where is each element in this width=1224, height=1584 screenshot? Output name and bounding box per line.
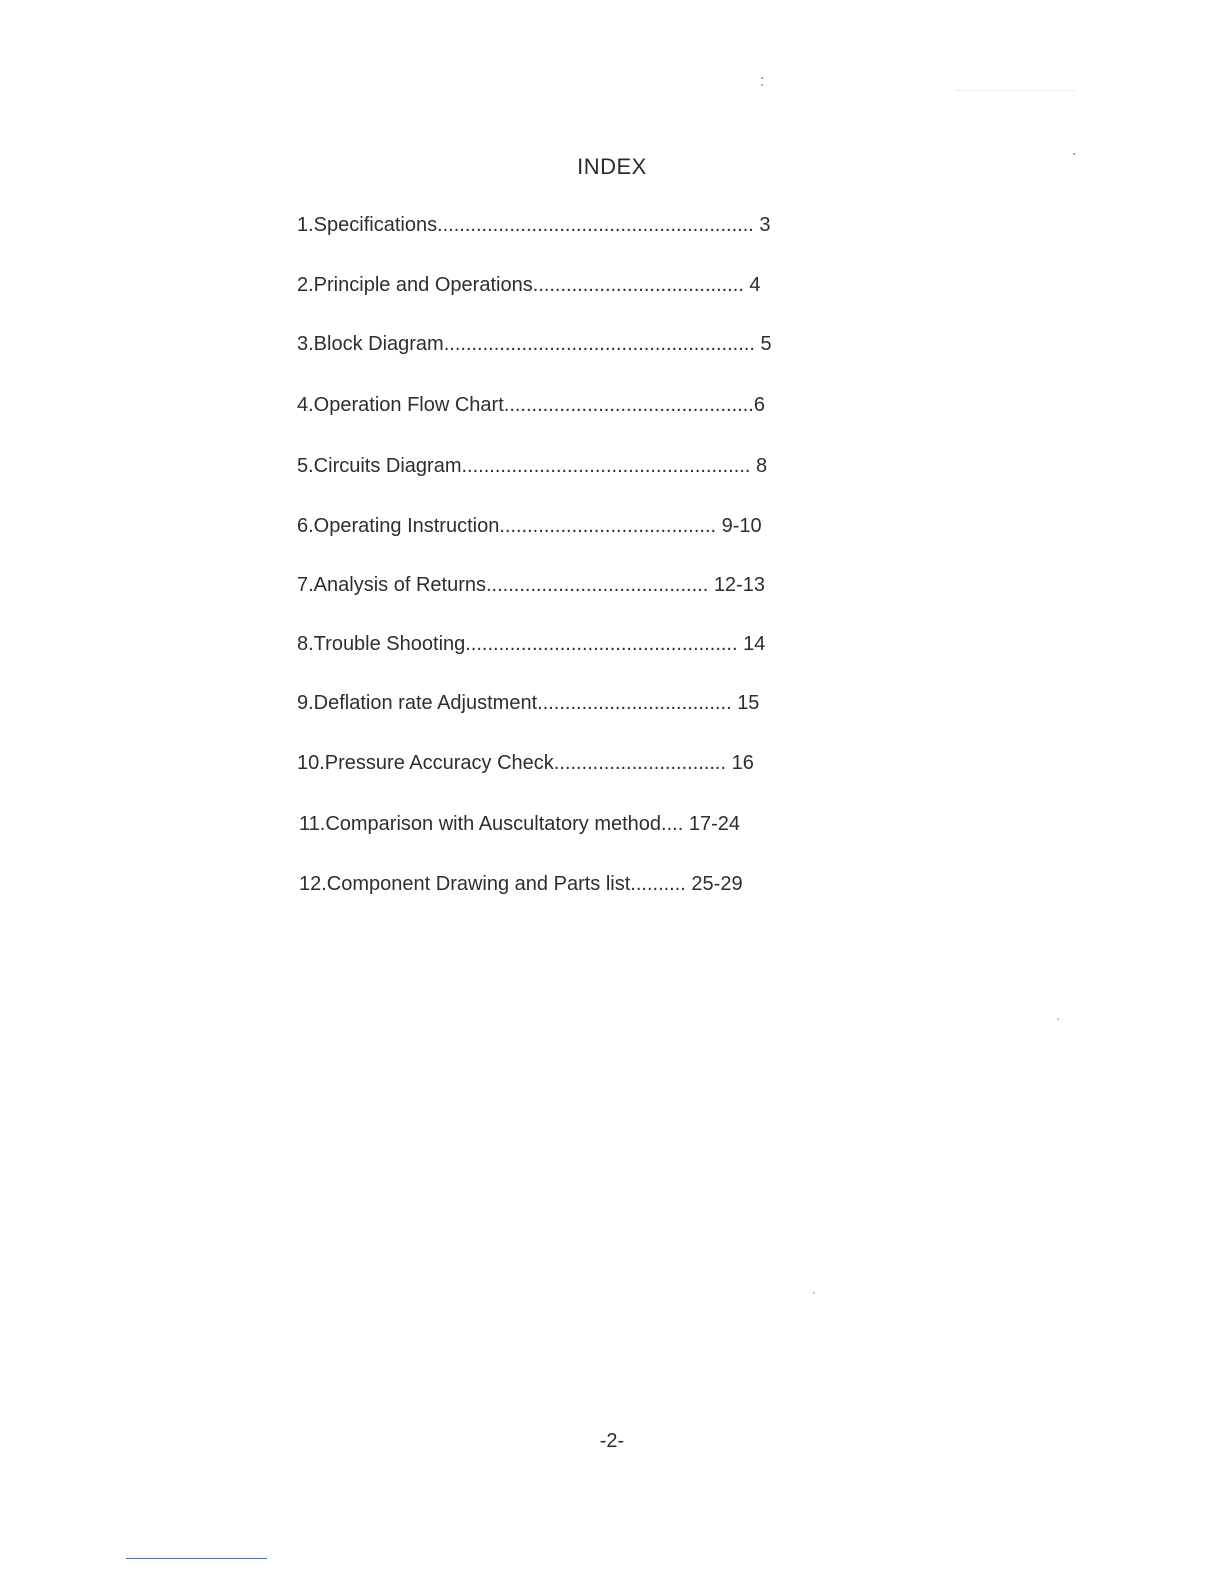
toc-entry-leader: ...................................... — [532, 274, 744, 296]
toc-entry-leader: ............................... — [553, 752, 727, 774]
toc-entry-leader: ....................................... — [499, 515, 717, 537]
toc-entry-principle — [297, 270, 761, 300]
toc-entry-page: 3 — [759, 214, 771, 236]
toc-entry-page: 15 — [737, 692, 760, 714]
toc-entry-label: 3.Block Diagram — [297, 333, 444, 355]
toc-entry-page: 5 — [760, 333, 772, 355]
toc-entry-leader: .......... — [630, 873, 686, 895]
toc-entry-label: 7.Analysis of Returns — [297, 574, 486, 596]
toc-entry-leader: .... — [661, 813, 684, 835]
toc-entry-label: 2.Principle and Operations — [297, 274, 533, 296]
toc-entry-component-drawing — [299, 869, 743, 899]
toc-entry-page: 16 — [731, 752, 754, 774]
toc-entry-label: 9.Deflation rate Adjustment — [297, 692, 538, 714]
toc-entry-analysis-of-returns — [297, 570, 765, 600]
toc-entry-leader: ........................................ — [485, 574, 709, 596]
toc-entry-operating-instruction — [297, 511, 762, 541]
toc-entry-page: 12-13 — [713, 574, 765, 596]
toc-entry-label: 1.Specifications — [297, 214, 438, 236]
scan-speck — [1057, 1018, 1059, 1020]
toc-entry-specifications — [297, 210, 771, 240]
scan-speck — [761, 77, 763, 79]
toc-entry-label: 5.Circuits Diagram — [297, 455, 462, 477]
toc-entry-leader: .................................................... — [461, 455, 751, 477]
toc-entry-block-diagram — [297, 329, 772, 359]
toc-entry-page: 4 — [749, 274, 761, 296]
page-number: -2- — [599, 1430, 625, 1452]
scan-artifact-line — [126, 1558, 267, 1559]
toc-entry-leader: ........................................................ — [443, 333, 755, 355]
index-title: INDEX — [577, 154, 647, 179]
toc-entry-label: 8.Trouble Shooting — [297, 633, 466, 655]
toc-entry-leader: ................................................. — [465, 633, 738, 655]
toc-entry-label: 6.Operating Instruction — [297, 515, 500, 537]
toc-entry-page: 8 — [756, 455, 768, 477]
toc-entry-label: 4.Operation Flow Chart — [297, 394, 504, 416]
toc-entry-page: 14 — [743, 633, 766, 655]
toc-entry-auscultatory-comparison — [299, 809, 740, 839]
scan-speck — [813, 1292, 815, 1294]
toc-entry-leader: ................................... — [537, 692, 732, 714]
toc-entry-page: 25-29 — [691, 873, 743, 895]
toc-entry-page: 9-10 — [721, 515, 762, 537]
toc-entry-label: 10.Pressure Accuracy Check — [297, 752, 554, 774]
toc-entry-label: 12.Component Drawing and Parts list — [299, 873, 631, 895]
scan-artifact-line — [955, 90, 1075, 91]
scan-speck — [761, 84, 763, 86]
toc-entry-leader: ............................................. — [503, 394, 754, 416]
toc-entry-page: 6 — [753, 394, 765, 416]
toc-entry-page: 17-24 — [688, 813, 740, 835]
toc-entry-label: 11.Comparison with Auscultatory method — [299, 813, 662, 835]
toc-entry-trouble-shooting — [297, 629, 765, 659]
toc-entry-flow-chart — [297, 390, 765, 420]
toc-entry-deflation-rate — [297, 688, 759, 718]
toc-entry-pressure-accuracy — [297, 748, 754, 778]
toc-entry-circuits-diagram — [297, 451, 767, 481]
toc-entry-leader: ......................................................... — [437, 214, 754, 236]
